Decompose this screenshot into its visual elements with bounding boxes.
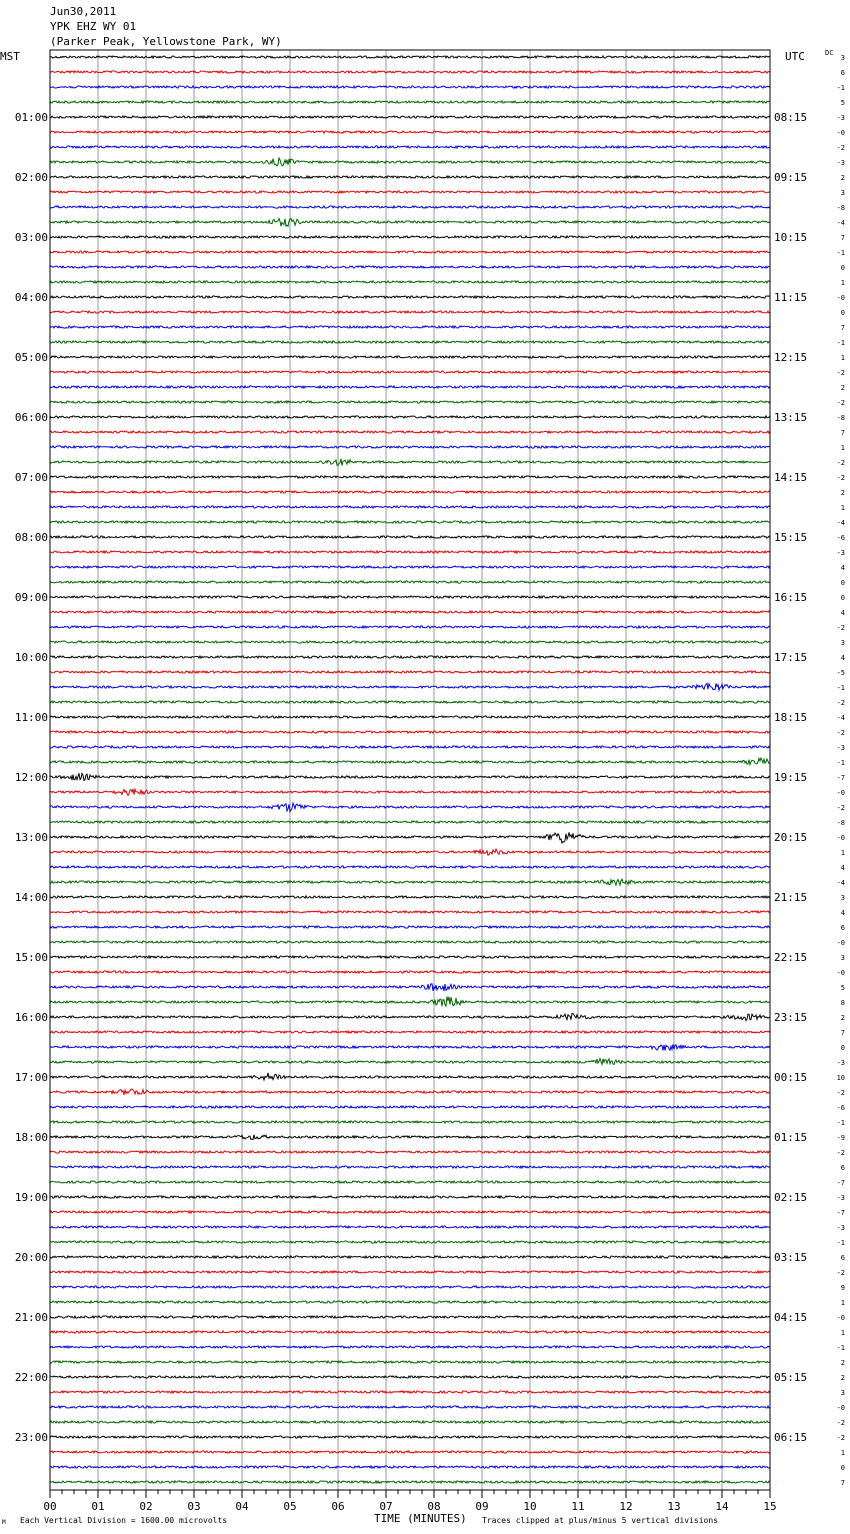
trace-line — [50, 521, 770, 523]
left-hour-label: 10:00 — [14, 651, 48, 664]
trace-line — [50, 206, 770, 208]
trace-line — [50, 56, 770, 58]
dc-offset-label: 5 — [840, 99, 845, 107]
dc-offset-label: 4 — [840, 909, 845, 917]
dc-offset-label: -4 — [836, 879, 845, 887]
trace-line — [50, 926, 770, 928]
dc-offset-label: 3 — [840, 54, 845, 62]
x-tick-label: 01 — [91, 1500, 105, 1513]
dc-offset-label: -8 — [836, 204, 845, 212]
dc-offset-label: -1 — [836, 84, 845, 92]
plot-frame — [50, 50, 770, 1490]
dc-offset-label: -8 — [836, 414, 845, 422]
right-hour-label: 00:15 — [774, 1071, 808, 1084]
trace-line — [50, 803, 770, 812]
dc-offset-label: 1 — [840, 444, 845, 452]
dc-offset-label: 0 — [840, 264, 845, 272]
right-hour-label: 19:15 — [774, 771, 808, 784]
trace-line — [50, 1059, 770, 1065]
trace-line — [50, 416, 770, 418]
trace-line — [50, 971, 770, 973]
trace-line — [50, 941, 770, 943]
dc-offset-label: 6 — [840, 924, 845, 932]
trace-line — [50, 1451, 770, 1453]
right-hour-label: 04:15 — [774, 1311, 808, 1324]
dc-offset-label: -2 — [836, 1089, 845, 1097]
dc-offset-label: -1 — [836, 339, 845, 347]
trace-line — [50, 1481, 770, 1483]
trace-line — [50, 1166, 770, 1168]
dc-offset-label: -0 — [836, 939, 845, 947]
trace-line — [50, 896, 770, 898]
trace-line — [50, 1014, 770, 1021]
left-hour-label: 23:00 — [14, 1431, 48, 1444]
trace-line — [50, 506, 770, 508]
dc-offset-label: 6 — [840, 1254, 845, 1262]
trace-group — [50, 56, 770, 1483]
trace-line — [50, 1031, 770, 1033]
trace-line — [50, 566, 770, 568]
trace-line — [50, 236, 770, 238]
trace-line — [50, 1466, 770, 1468]
trace-line — [50, 431, 770, 433]
dc-offset-label: -0 — [836, 129, 845, 137]
x-tick-label: 02 — [139, 1500, 153, 1513]
left-hour-label: 20:00 — [14, 1251, 48, 1264]
dc-offset-label: -2 — [836, 699, 845, 707]
x-tick-label: 05 — [283, 1500, 297, 1513]
left-hour-label: 04:00 — [14, 291, 48, 304]
left-hour-label: 12:00 — [14, 771, 48, 784]
dc-offset-label: 3 — [840, 954, 845, 962]
trace-line — [50, 326, 770, 328]
dc-offset-label: 2 — [840, 174, 845, 182]
trace-line — [50, 997, 770, 1007]
right-timezone-label: UTC — [785, 50, 805, 63]
dc-offset-label: 3 — [840, 639, 845, 647]
dc-offset-label: 10 — [836, 1074, 845, 1082]
x-tick-label: 06 — [331, 1500, 345, 1513]
trace-line — [50, 1241, 770, 1243]
dc-offset-label: -6 — [836, 534, 845, 542]
right-hour-label: 22:15 — [774, 951, 808, 964]
dc-offset-label: -2 — [836, 729, 845, 737]
dc-offset-label: -3 — [836, 744, 845, 752]
dc-offset-label: -2 — [836, 1434, 845, 1442]
trace-line — [50, 1135, 770, 1140]
trace-line — [50, 758, 770, 764]
trace-line — [50, 296, 770, 298]
trace-line — [50, 146, 770, 148]
trace-line — [50, 1331, 770, 1333]
dc-offset-label: -1 — [836, 1119, 845, 1127]
dc-offset-label: -9 — [836, 1134, 845, 1142]
dc-offset-label: 4 — [840, 654, 845, 662]
dc-offset-label: 5 — [840, 984, 845, 992]
x-tick-label: 09 — [475, 1500, 489, 1513]
trace-line — [50, 671, 770, 673]
trace-line — [50, 536, 770, 538]
left-hour-label: 07:00 — [14, 471, 48, 484]
dc-offset-label: 7 — [840, 1029, 845, 1037]
dc-offset-label: -4 — [836, 519, 845, 527]
trace-line — [50, 401, 770, 403]
trace-line — [50, 281, 770, 283]
left-hour-label: 16:00 — [14, 1011, 48, 1024]
dc-offset-label: -0 — [836, 1404, 845, 1412]
right-hour-label: 18:15 — [774, 711, 808, 724]
dc-offset-label: -2 — [836, 459, 845, 467]
left-hour-label: 03:00 — [14, 231, 48, 244]
dc-offset-label: -2 — [836, 624, 845, 632]
clip-note: Traces clipped at plus/minus 5 vertical divisions — [482, 1516, 719, 1525]
dc-offset-label: -6 — [836, 1104, 845, 1112]
trace-line — [50, 371, 770, 373]
trace-line — [50, 1391, 770, 1393]
dc-offset-label: 1 — [840, 1299, 845, 1307]
trace-line — [50, 984, 770, 991]
x-tick-label: 14 — [715, 1500, 729, 1513]
trace-line — [50, 656, 770, 658]
trace-line — [50, 832, 770, 843]
dc-column-label: DC — [825, 49, 834, 57]
dc-offset-label: -3 — [836, 159, 845, 167]
trace-line — [50, 311, 770, 313]
trace-line — [50, 911, 770, 913]
dc-offset-label: -1 — [836, 1344, 845, 1352]
trace-line — [50, 1271, 770, 1273]
trace-line — [50, 1226, 770, 1228]
dc-offset-label: -1 — [836, 1239, 845, 1247]
right-hour-label: 02:15 — [774, 1191, 808, 1204]
dc-offset-label: -0 — [836, 969, 845, 977]
dc-offset-label: 1 — [840, 504, 845, 512]
trace-line — [50, 773, 770, 780]
trace-line — [50, 446, 770, 448]
dc-offset-label: -0 — [836, 294, 845, 302]
dc-offset-label: 1 — [840, 279, 845, 287]
right-hour-label: 20:15 — [774, 831, 808, 844]
trace-line — [50, 1211, 770, 1213]
trace-line — [50, 86, 770, 88]
right-hour-label: 23:15 — [774, 1011, 808, 1024]
dc-offset-label: 2 — [840, 384, 845, 392]
left-hour-label: 14:00 — [14, 891, 48, 904]
dc-offset-label: 7 — [840, 429, 845, 437]
dc-offset-label: 8 — [840, 999, 845, 1007]
right-hour-label: 16:15 — [774, 591, 808, 604]
trace-line — [50, 71, 770, 73]
trace-line — [50, 866, 770, 868]
dc-offset-label: -0 — [836, 834, 845, 842]
trace-line — [50, 101, 770, 103]
trace-line — [50, 176, 770, 178]
left-hour-labels — [15, 111, 48, 1444]
dc-offset-label: 6 — [840, 1164, 845, 1172]
right-hour-label: 09:15 — [774, 171, 808, 184]
left-hour-label: 06:00 — [14, 411, 48, 424]
x-axis — [43, 1490, 776, 1513]
left-hour-label: 21:00 — [14, 1311, 48, 1324]
left-hour-label: 19:00 — [14, 1191, 48, 1204]
trace-line — [50, 1151, 770, 1153]
trace-line — [50, 716, 770, 718]
dc-offset-label: -4 — [836, 714, 845, 722]
dc-offset-label: 4 — [840, 564, 845, 572]
trace-line — [50, 701, 770, 703]
trace-line — [50, 1044, 770, 1050]
trace-line — [50, 746, 770, 748]
trace-line — [50, 1316, 770, 1318]
x-tick-label: 03 — [187, 1500, 201, 1513]
left-hour-label: 05:00 — [14, 351, 48, 364]
trace-line — [50, 849, 770, 855]
trace-line — [50, 1346, 770, 1348]
dc-offset-label: -3 — [836, 1194, 845, 1202]
dc-offset-label: 2 — [840, 1374, 845, 1382]
right-hour-label: 13:15 — [774, 411, 808, 424]
trace-line — [50, 1256, 770, 1258]
dc-offset-label: 1 — [840, 1329, 845, 1337]
right-hour-label: 06:15 — [774, 1431, 808, 1444]
dc-offset-label: -4 — [836, 219, 845, 227]
trace-line — [50, 611, 770, 613]
x-tick-label: 04 — [235, 1500, 249, 1513]
dc-offset-labels — [837, 54, 845, 1487]
left-hour-label: 08:00 — [14, 531, 48, 544]
dc-offset-label: 7 — [840, 324, 845, 332]
dc-offset-label: 1 — [840, 1449, 845, 1457]
trace-line — [50, 341, 770, 343]
trace-line — [50, 459, 770, 466]
dc-offset-label: -0 — [836, 789, 845, 797]
dc-offset-label: 4 — [840, 609, 845, 617]
trace-line — [50, 1089, 770, 1095]
right-hour-label: 05:15 — [774, 1371, 808, 1384]
trace-line — [50, 821, 770, 823]
scale-note: Each Vertical Division = 1600.00 microvolts — [20, 1516, 228, 1525]
trace-line — [50, 641, 770, 643]
x-axis-title: TIME (MINUTES) — [374, 1512, 467, 1525]
dc-offset-label: 7 — [840, 234, 845, 242]
trace-line — [50, 476, 770, 478]
dc-offset-label: 0 — [840, 309, 845, 317]
dc-offset-label: -2 — [836, 1419, 845, 1427]
dc-offset-label: -2 — [836, 474, 845, 482]
dc-offset-label: 1 — [840, 849, 845, 857]
left-hour-label: 09:00 — [14, 591, 48, 604]
right-hour-label: 17:15 — [774, 651, 808, 664]
trace-line — [50, 491, 770, 493]
dc-offset-label: 2 — [840, 1014, 845, 1022]
dc-offset-label: -8 — [836, 819, 845, 827]
x-tick-label: 07 — [379, 1500, 393, 1513]
x-tick-label: 11 — [571, 1500, 585, 1513]
right-hour-label: 03:15 — [774, 1251, 808, 1264]
trace-line — [50, 879, 770, 885]
dc-offset-label: -7 — [836, 1209, 845, 1217]
trace-line — [50, 191, 770, 193]
dc-offset-label: -1 — [836, 759, 845, 767]
dc-offset-label: 7 — [840, 1479, 845, 1487]
left-hour-label: 02:00 — [14, 171, 48, 184]
right-hour-label: 01:15 — [774, 1131, 808, 1144]
trace-line — [50, 251, 770, 253]
right-hour-label: 11:15 — [774, 291, 808, 304]
dc-offset-label: -3 — [836, 1059, 845, 1067]
right-hour-label: 15:15 — [774, 531, 808, 544]
dc-offset-label: 0 — [840, 579, 845, 587]
trace-line — [50, 356, 770, 358]
left-hour-label: 01:00 — [14, 111, 48, 124]
right-hour-labels — [774, 111, 807, 1444]
left-hour-label: 13:00 — [14, 831, 48, 844]
trace-line — [50, 684, 770, 691]
trace-line — [50, 731, 770, 733]
dc-offset-label: -3 — [836, 114, 845, 122]
trace-line — [50, 1421, 770, 1423]
trace-line — [50, 1361, 770, 1363]
left-hour-label: 11:00 — [14, 711, 48, 724]
trace-line — [50, 596, 770, 598]
dc-offset-label: 3 — [840, 1389, 845, 1397]
dc-offset-label: -3 — [836, 1224, 845, 1232]
left-hour-label: 17:00 — [14, 1071, 48, 1084]
dc-offset-label: 9 — [840, 1284, 845, 1292]
header-station: YPK EHZ WY 01 — [50, 20, 137, 33]
header-location: (Parker Peak, Yellowstone Park, WY) — [50, 35, 282, 48]
trace-line — [50, 1181, 770, 1183]
dc-offset-label: 2 — [840, 489, 845, 497]
trace-line — [50, 1121, 770, 1123]
right-hour-label: 12:15 — [774, 351, 808, 364]
dc-offset-label: -2 — [836, 369, 845, 377]
right-hour-label: 21:15 — [774, 891, 808, 904]
dc-offset-label: -3 — [836, 549, 845, 557]
header-date: Jun30,2011 — [50, 5, 117, 18]
dc-offset-label: 0 — [840, 1464, 845, 1472]
dc-offset-label: -2 — [836, 1149, 845, 1157]
dc-offset-label: -2 — [836, 1269, 845, 1277]
trace-line — [50, 266, 770, 268]
dc-offset-label: 0 — [840, 594, 845, 602]
dc-offset-label: -2 — [836, 804, 845, 812]
trace-line — [50, 581, 770, 583]
left-hour-label: 15:00 — [14, 951, 48, 964]
dc-offset-label: -2 — [836, 399, 845, 407]
trace-line — [50, 1436, 770, 1438]
dc-offset-label: -7 — [836, 774, 845, 782]
dc-offset-label: -5 — [836, 669, 845, 677]
right-hour-label: 14:15 — [774, 471, 808, 484]
trace-line — [50, 1106, 770, 1108]
dc-offset-label: 4 — [840, 864, 845, 872]
trace-line — [50, 1376, 770, 1378]
footer-mark: M — [2, 1519, 6, 1526]
trace-line — [50, 116, 770, 118]
x-tick-label: 08 — [427, 1500, 441, 1513]
dc-offset-label: -1 — [836, 249, 845, 257]
dc-offset-label: 2 — [840, 1359, 845, 1367]
x-tick-label: 13 — [667, 1500, 681, 1513]
trace-line — [50, 1073, 770, 1080]
right-hour-label: 08:15 — [774, 111, 808, 124]
x-tick-label: 00 — [43, 1500, 57, 1513]
x-tick-label: 10 — [523, 1500, 537, 1513]
trace-line — [50, 1196, 770, 1198]
dc-offset-label: 3 — [840, 189, 845, 197]
x-tick-label: 15 — [763, 1500, 777, 1513]
dc-offset-label: -2 — [836, 144, 845, 152]
dc-offset-label: -0 — [836, 1314, 845, 1322]
trace-line — [50, 1286, 770, 1288]
trace-line — [50, 956, 770, 958]
dc-offset-label: 1 — [840, 354, 845, 362]
trace-line — [50, 1406, 770, 1408]
trace-line — [50, 386, 770, 388]
trace-line — [50, 131, 770, 133]
trace-line — [50, 551, 770, 553]
trace-line — [50, 219, 770, 227]
left-hour-label: 18:00 — [14, 1131, 48, 1144]
trace-line — [50, 789, 770, 795]
left-timezone-label: MST — [0, 50, 20, 63]
left-hour-label: 22:00 — [14, 1371, 48, 1384]
trace-line — [50, 158, 770, 166]
right-hour-label: 10:15 — [774, 231, 808, 244]
dc-offset-label: -7 — [836, 1179, 845, 1187]
dc-offset-label: 6 — [840, 69, 845, 77]
dc-offset-label: 0 — [840, 1044, 845, 1052]
x-tick-label: 12 — [619, 1500, 633, 1513]
trace-line — [50, 1301, 770, 1303]
dc-offset-label: -1 — [836, 684, 845, 692]
dc-offset-label: 3 — [840, 894, 845, 902]
trace-line — [50, 626, 770, 628]
